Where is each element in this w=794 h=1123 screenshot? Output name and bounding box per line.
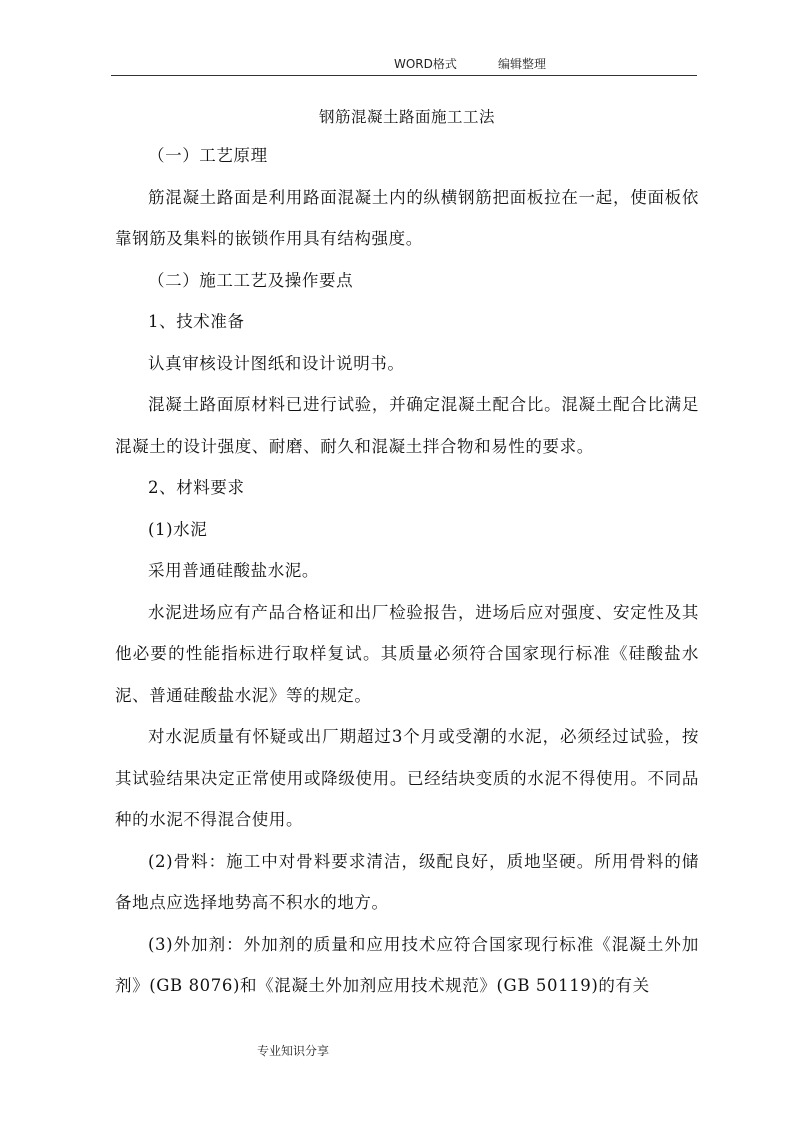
document-body bbox=[115, 99, 699, 1007]
paragraph: 认真审核设计图纸和设计说明书。 bbox=[148, 353, 405, 373]
header-format-label: WORD格式 bbox=[394, 57, 457, 71]
subheading-materials: 2、材料要求 bbox=[148, 478, 245, 497]
paragraph: (3)外加剂：外加剂的质量和应用技术应符合国家现行标准《混凝土外加剂》(GB 8076)和《混凝土外加剂应用技术规范》(GB 50119)的有关 bbox=[115, 934, 699, 995]
paragraph: (2)骨料：施工中对骨料要求清洁，级配良好，质地坚硬。所用骨料的储备地点应选择地势高不积水的地方。 bbox=[115, 851, 699, 912]
page-header bbox=[111, 56, 697, 76]
subheading-technical-prep: 1、技术准备 bbox=[148, 312, 245, 331]
paragraph: 水泥进场应有产品合格证和出厂检验报告，进场后应对强度、安定性及其他必要的性能指标进行取样复试。其质量必须符合国家现行标准《硅酸盐水泥、普通硅酸盐水泥》等的规定。 bbox=[115, 602, 699, 705]
paragraph: 对水泥质量有怀疑或出厂期超过3个月或受潮的水泥，必须经过试验，按其试验结果决定正常使用或降级使用。已经结块变质的水泥不得使用。不同品种的水泥不得混合使用。 bbox=[115, 727, 699, 829]
paragraph: 筋混凝土路面是利用路面混凝土内的纵横钢筋把面板拉在一起，使面板依靠钢筋及集料的嵌锁作用具有结构强度。 bbox=[115, 187, 699, 248]
section-heading-process: （二）施工工艺及操作要点 bbox=[148, 270, 354, 290]
document-title: 钢筋混凝土路面施工工法 bbox=[318, 108, 495, 126]
section-heading-principle: （一）工艺原理 bbox=[148, 146, 268, 165]
paragraph: 采用普通硅酸盐水泥。 bbox=[148, 561, 319, 580]
page-footer: 专业知识分享 bbox=[257, 1044, 330, 1058]
header-edit-label: 编辑整理 bbox=[498, 57, 547, 71]
subheading-cement: (1)水泥 bbox=[148, 519, 208, 539]
paragraph: 混凝土路面原材料已进行试验，并确定混凝土配合比。混凝土配合比满足混凝土的设计强度、耐磨、耐久和混凝土拌合物和易性的要求。 bbox=[115, 395, 699, 456]
